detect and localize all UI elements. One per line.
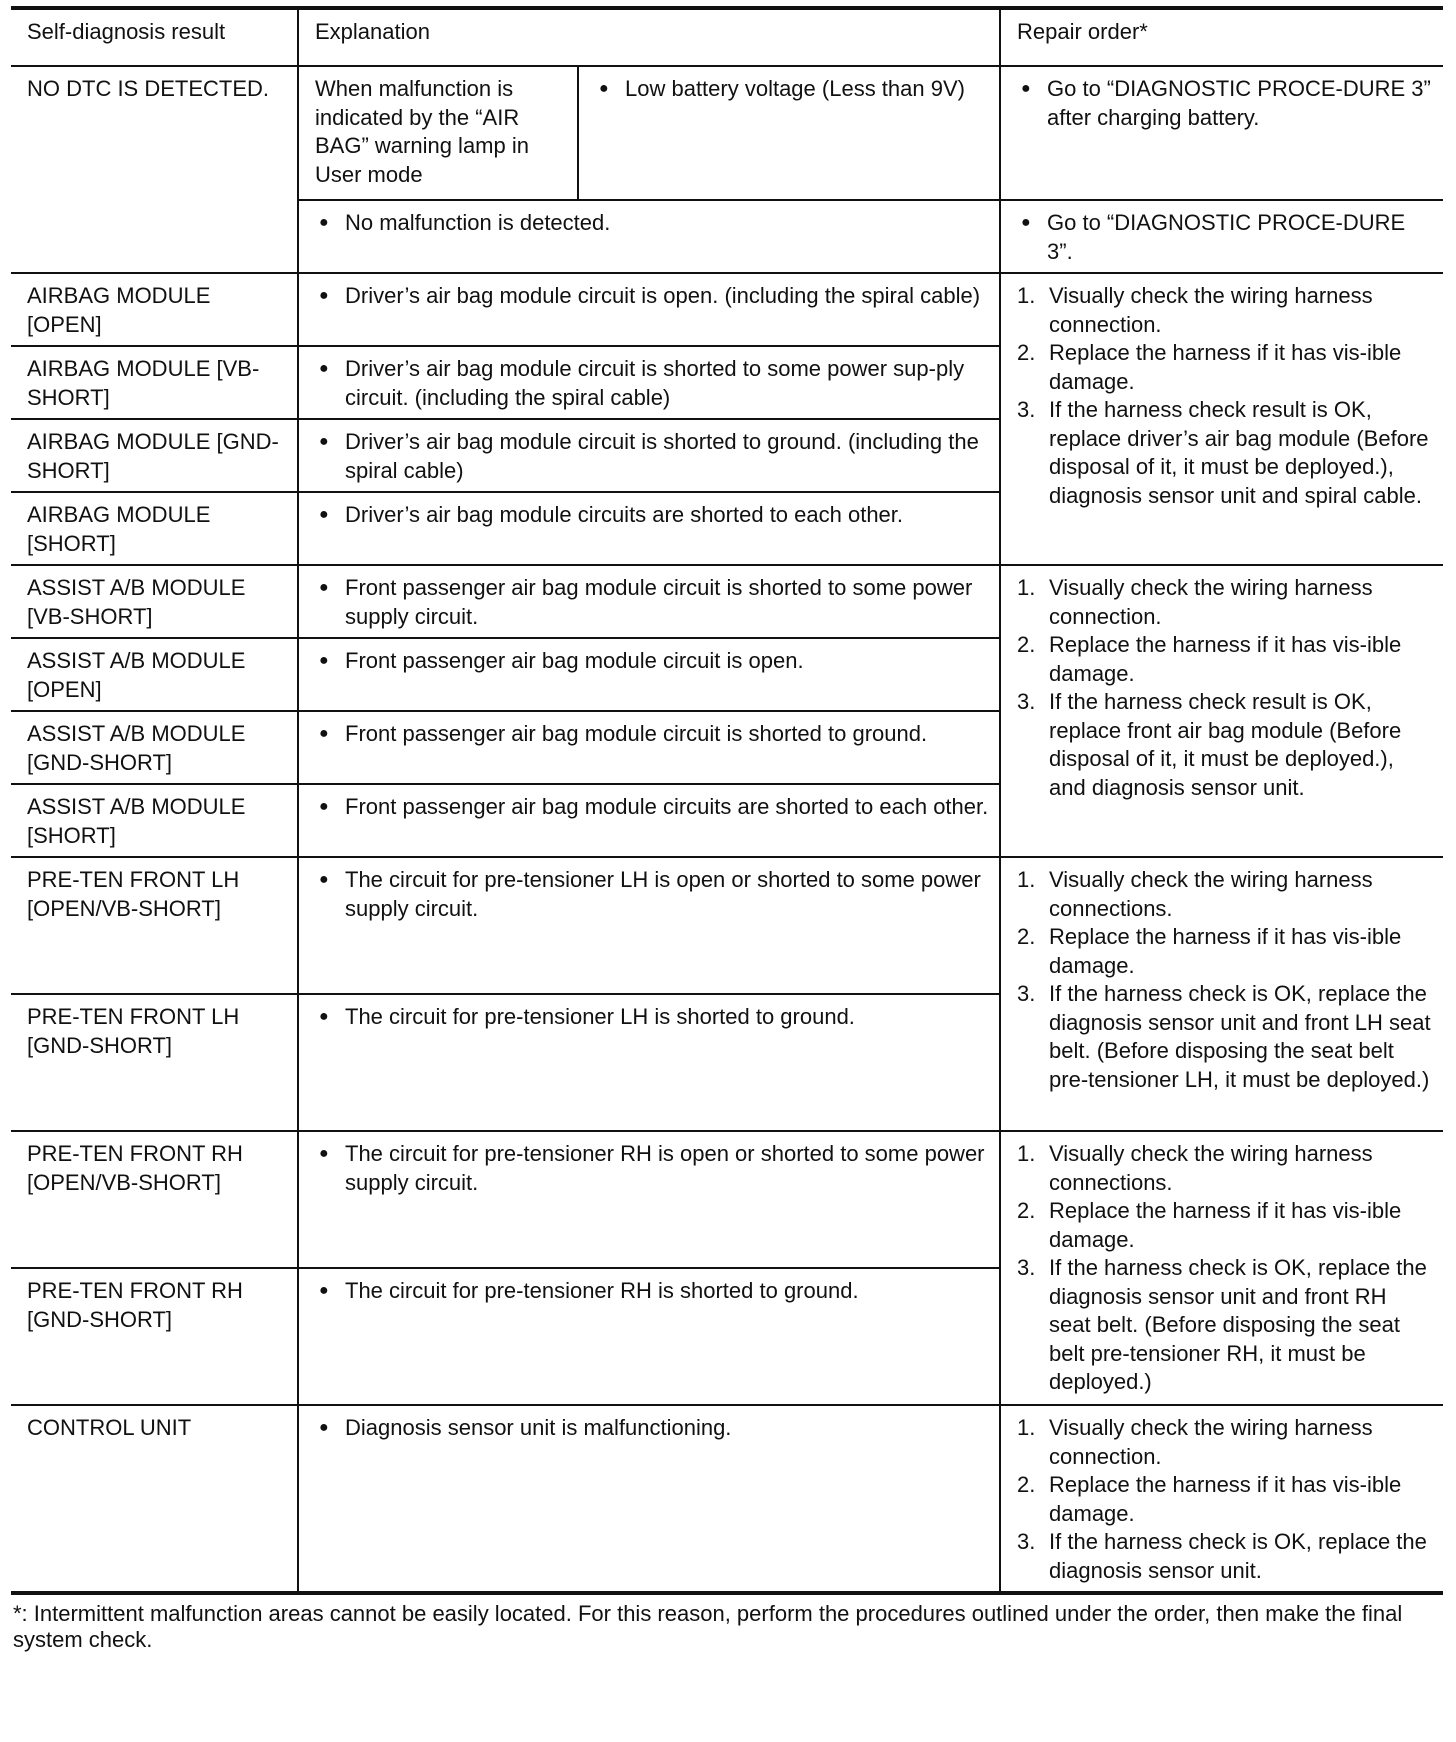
- result-no-dtc: NO DTC IS DETECTED.: [11, 66, 298, 273]
- bullet-icon: ●: [319, 652, 329, 669]
- repair-step: 1. Visually check the wiring harness connections.: [1017, 867, 1373, 921]
- table-row: [11, 273, 1443, 346]
- bullet-icon: ●: [319, 1008, 329, 1025]
- bullet-icon: ●: [319, 579, 329, 596]
- repair-step: 2. Replace the harness if it has vis-ible damage.: [1017, 924, 1402, 978]
- repair-step: 3. If the harness check is OK, replace the diagnosis sensor unit.: [1017, 1529, 1427, 1583]
- result-preten-rh-gnd: PRE-TEN FRONT RH [GND-SHORT]: [11, 1268, 298, 1405]
- repair-low-battery: ● Go to “DIAGNOSTIC PROCE-DURE 3” after charging battery.: [1000, 66, 1443, 200]
- repair-step: 3. If the harness check is OK, replace the diagnosis sensor unit and front LH seat belt. (Before disposing the seat belt pre-tensioner LH, it must be deployed.): [1017, 981, 1431, 1092]
- explanation-preten-rh-open: ● The circuit for pre-tensioner RH is open or shorted to some power supply circuit.: [298, 1131, 1000, 1268]
- bullet-icon: ●: [319, 214, 329, 231]
- result-assist-gnd-short: ASSIST A/B MODULE [GND-SHORT]: [11, 711, 298, 784]
- repair-step: 1. Visually check the wiring harness connections.: [1017, 1141, 1373, 1195]
- explanation-assist-gnd-short: ● Front passenger air bag module circuit is shorted to ground.: [298, 711, 1000, 784]
- bullet-icon: ●: [1021, 214, 1031, 231]
- bullet-icon: ●: [319, 506, 329, 523]
- result-assist-open: ASSIST A/B MODULE [OPEN]: [11, 638, 298, 711]
- repair-step: 1. Visually check the wiring harness connection.: [1017, 1415, 1373, 1469]
- result-preten-lh-open: PRE-TEN FRONT LH [OPEN/VB-SHORT]: [11, 857, 298, 994]
- explanation-airbag-gnd-short: ● Driver’s air bag module circuit is shorted to ground. (including the spiral cable): [298, 419, 1000, 492]
- bullet-icon: ●: [319, 1282, 329, 1299]
- bullet-icon: ●: [319, 433, 329, 450]
- result-preten-rh-open: PRE-TEN FRONT RH [OPEN/VB-SHORT]: [11, 1131, 298, 1268]
- table-row: [11, 1131, 1443, 1268]
- explanation-assist-short: ● Front passenger air bag module circuits are shorted to each other.: [298, 784, 1000, 857]
- bullet-icon: ●: [1021, 80, 1031, 97]
- explanation-assist-open: ● Front passenger air bag module circuit is open.: [298, 638, 1000, 711]
- repair-step: 2. Replace the harness if it has vis-ible damage.: [1017, 1198, 1402, 1252]
- table-row: [11, 66, 1443, 200]
- result-assist-vb-short: ASSIST A/B MODULE [VB-SHORT]: [11, 565, 298, 638]
- result-airbag-gnd-short: AIRBAG MODULE [GND-SHORT]: [11, 419, 298, 492]
- explanation-airbag-short: ● Driver’s air bag module circuits are shorted to each other.: [298, 492, 1000, 565]
- repair-step: 1. Visually check the wiring harness connection.: [1017, 575, 1373, 629]
- document-page: [11, 6, 1443, 1653]
- repair-driver-airbag: [1000, 273, 1443, 565]
- table-row: [11, 565, 1443, 638]
- explanation-preten-rh-gnd: ● The circuit for pre-tensioner RH is shorted to ground.: [298, 1268, 1000, 1405]
- result-preten-lh-gnd: PRE-TEN FRONT LH [GND-SHORT]: [11, 994, 298, 1131]
- result-airbag-vb-short: AIRBAG MODULE [VB-SHORT]: [11, 346, 298, 419]
- repair-step: 3. If the harness check result is OK, replace front air bag module (Before disposal of it, it must be deployed.), and diagnosis sensor unit.: [1017, 689, 1402, 800]
- explanation-airbag-vb-short: ● Driver’s air bag module circuit is shorted to some power sup-ply circuit. (including the spiral cable): [298, 346, 1000, 419]
- explanation-control-unit: ● Diagnosis sensor unit is malfunctioning.: [298, 1405, 1000, 1593]
- result-airbag-open: AIRBAG MODULE [OPEN]: [11, 273, 298, 346]
- header-repair: Repair order*: [1000, 8, 1443, 66]
- explanation-low-battery: ● Low battery voltage (Less than 9V): [578, 66, 1000, 200]
- explanation-condition: When malfunction is indicated by the “AIR BAG” warning lamp in User mode: [298, 66, 578, 200]
- bullet-icon: ●: [319, 871, 329, 888]
- bullet-icon: ●: [319, 725, 329, 742]
- header-row: [11, 8, 1443, 66]
- repair-step: 3. If the harness check is OK, replace the diagnosis sensor unit and front RH seat belt. (Before disposing the seat belt pre-tensioner RH, it must be deployed.): [1017, 1255, 1427, 1394]
- repair-control-unit: [1000, 1405, 1443, 1593]
- explanation-preten-lh-open: ● The circuit for pre-tensioner LH is open or shorted to some power supply circuit.: [298, 857, 1000, 994]
- repair-step: 2. Replace the harness if it has vis-ible damage.: [1017, 632, 1402, 686]
- explanation-assist-vb-short: ● Front passenger air bag module circuit is shorted to some power supply circuit.: [298, 565, 1000, 638]
- repair-no-malfunction: ● Go to “DIAGNOSTIC PROCE-DURE 3”.: [1000, 200, 1443, 273]
- table-row: [11, 857, 1443, 994]
- table-row: [11, 1405, 1443, 1593]
- explanation-airbag-open: ● Driver’s air bag module circuit is open. (including the spiral cable): [298, 273, 1000, 346]
- bullet-icon: ●: [319, 360, 329, 377]
- header-explanation: Explanation: [298, 8, 1000, 66]
- bullet-icon: ●: [319, 1419, 329, 1436]
- repair-assist-airbag: [1000, 565, 1443, 857]
- repair-step: 2. Replace the harness if it has vis-ible damage.: [1017, 1472, 1402, 1526]
- repair-preten-rh: [1000, 1131, 1443, 1405]
- result-assist-short: ASSIST A/B MODULE [SHORT]: [11, 784, 298, 857]
- bullet-icon: ●: [599, 80, 609, 97]
- repair-step: 2. Replace the harness if it has vis-ible damage.: [1017, 340, 1402, 394]
- result-control-unit: CONTROL UNIT: [11, 1405, 298, 1593]
- explanation-preten-lh-gnd: ● The circuit for pre-tensioner LH is shorted to ground.: [298, 994, 1000, 1131]
- bullet-icon: ●: [319, 287, 329, 304]
- repair-preten-lh: [1000, 857, 1443, 1131]
- explanation-no-malfunction: ● No malfunction is detected.: [298, 200, 1000, 273]
- repair-step: 1. Visually check the wiring harness connection.: [1017, 283, 1373, 337]
- bullet-icon: ●: [319, 798, 329, 815]
- header-result: Self-diagnosis result: [11, 8, 298, 66]
- self-diagnosis-table: [11, 6, 1443, 1595]
- result-airbag-short: AIRBAG MODULE [SHORT]: [11, 492, 298, 565]
- bullet-icon: ●: [319, 1145, 329, 1162]
- repair-step: 3. If the harness check result is OK, replace driver’s air bag module (Before disposal of it, it must be deployed.), diagnosis sensor unit and spiral cable.: [1017, 397, 1429, 508]
- footnote: *: Intermittent malfunction areas cannot be easily located. For this reason, perform the procedures outlined under the order, then make the final system check.: [13, 1601, 1403, 1652]
